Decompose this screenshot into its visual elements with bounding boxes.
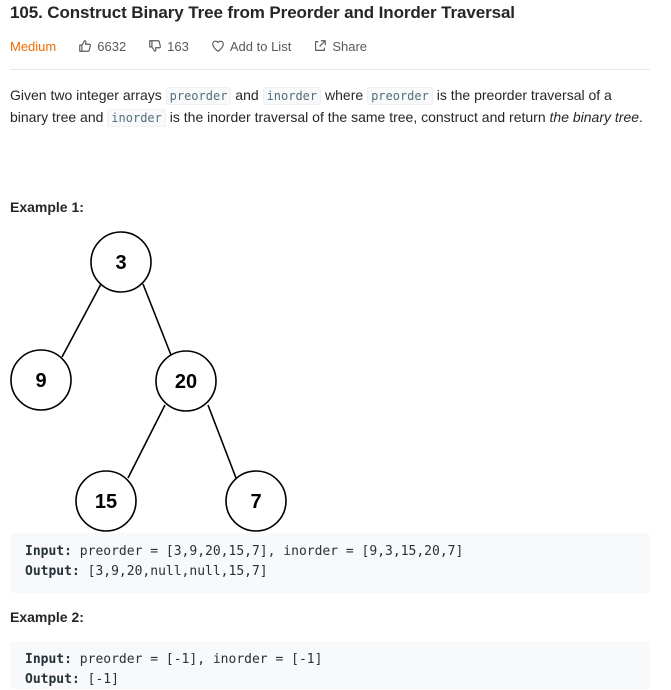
example-2-title: Example 2:	[10, 609, 84, 625]
tree-node-label: 3	[115, 252, 127, 274]
like-count: 6632	[97, 38, 127, 54]
inline-code: preorder	[166, 87, 232, 105]
problem-meta-bar	[10, 37, 389, 55]
input-label: Input:	[25, 544, 72, 559]
example-2-output-line	[25, 670, 635, 690]
problem-description	[10, 85, 650, 129]
add-to-list-label: Add to List	[229, 38, 292, 54]
tree-edge	[143, 284, 171, 355]
difficulty-badge: Medium	[10, 38, 57, 54]
example-2-input-line	[25, 650, 635, 670]
problem-title: 105. Construct Binary Tree from Preorder and Inorder Traversal	[10, 3, 515, 22]
tree-node-label: 7	[250, 491, 262, 513]
tree-node	[76, 471, 136, 531]
heart-icon	[211, 39, 225, 53]
divider	[10, 69, 650, 70]
inline-code: preorder	[367, 87, 433, 105]
example-1-title: Example 1:	[10, 199, 84, 215]
desc-text: and	[231, 87, 263, 103]
example-1-tree-diagram	[0, 225, 300, 535]
desc-text: is the inorder traversal of the same tree, construct and return	[165, 109, 550, 125]
share-icon	[313, 39, 327, 53]
tree-node	[91, 232, 151, 292]
tree-edge	[208, 405, 236, 478]
thumbs-down-icon	[148, 39, 162, 53]
add-to-list-button[interactable]	[211, 39, 291, 54]
example-1-input-line	[25, 542, 635, 562]
desc-text: .	[639, 109, 643, 125]
example-1-code-block	[10, 533, 650, 593]
tree-node	[156, 351, 216, 411]
like-button[interactable]	[78, 39, 126, 54]
share-label: Share	[332, 38, 368, 54]
tree-edge	[128, 405, 165, 478]
tree-node-label: 9	[35, 370, 47, 392]
desc-text: where	[321, 87, 368, 103]
tree-node	[11, 350, 71, 410]
input-value: preorder = [-1], inorder = [-1]	[71, 652, 323, 667]
output-label: Output:	[25, 564, 80, 579]
tree-node-label: 20	[174, 371, 198, 393]
output-value: [-1]	[79, 672, 119, 687]
tree-node-label: 15	[94, 491, 118, 513]
desc-text: Given two integer arrays	[10, 87, 166, 103]
desc-text: is the preorder traversal of a binary tree and	[10, 87, 612, 125]
output-label: Output:	[25, 672, 80, 687]
tree-node	[226, 471, 286, 531]
thumbs-up-icon	[78, 39, 92, 53]
example-2-code-block	[10, 641, 650, 689]
tree-edge	[62, 284, 101, 357]
share-button[interactable]	[313, 39, 367, 54]
input-value: preorder = [3,9,20,15,7], inorder = [9,3,15,20,7]	[71, 544, 464, 559]
dislike-count: 163	[167, 38, 189, 54]
desc-emphasis: the binary tree	[549, 109, 640, 125]
inline-code: inorder	[263, 87, 322, 105]
output-value: [3,9,20,null,null,15,7]	[79, 564, 268, 579]
inline-code: inorder	[107, 109, 166, 127]
input-label: Input:	[25, 652, 72, 667]
dislike-button[interactable]	[148, 39, 189, 54]
example-1-output-line	[25, 562, 635, 582]
